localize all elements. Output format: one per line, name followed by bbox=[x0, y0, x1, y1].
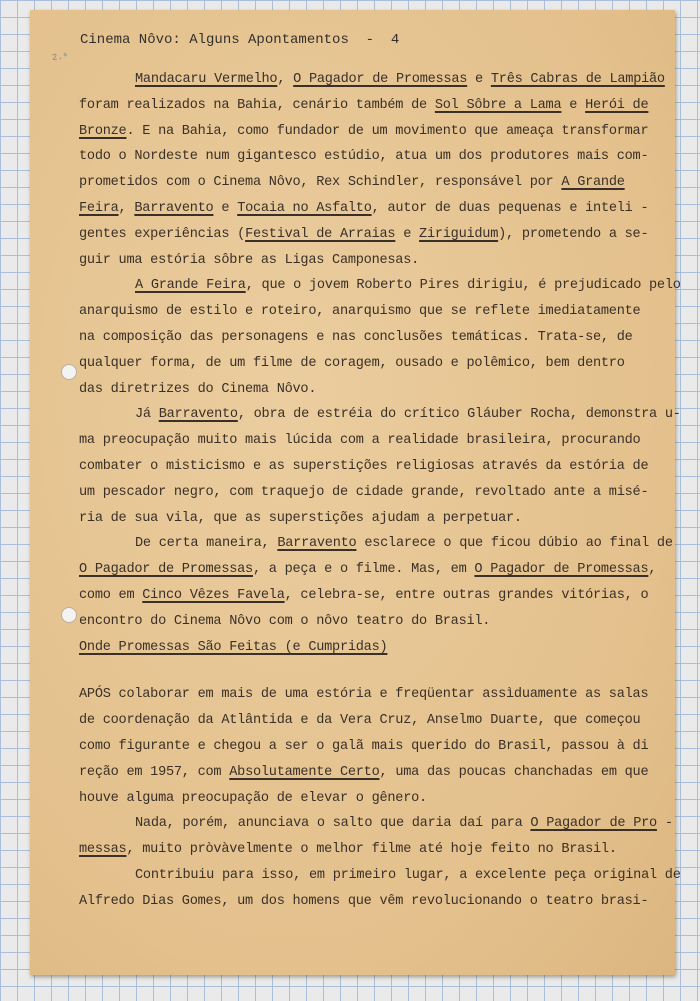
text-run: guir uma estória sôbre as Ligas Camponesas. bbox=[79, 252, 420, 268]
para1-line8 bbox=[79, 248, 649, 274]
text-run: , muito pròvàvelmente o melhor filme até hoje feito no Brasil. bbox=[126, 842, 617, 858]
para3-line1 bbox=[79, 402, 681, 428]
text-run: , a peça e o filme. Mas, em bbox=[252, 562, 475, 578]
para4-line2 bbox=[79, 557, 657, 583]
text-run: , bbox=[118, 200, 135, 216]
para2-line1 bbox=[79, 273, 681, 299]
para2-line3 bbox=[79, 325, 649, 351]
para5-line5 bbox=[79, 786, 649, 812]
page-body bbox=[79, 67, 681, 915]
text-run: um pescador negro, com traquejo de cidade grande, revoltado ante a misé- bbox=[79, 484, 649, 500]
text-run: Nada, porém, anunciava o salto que daria daí para bbox=[135, 816, 531, 832]
underlined-title: Ziriguidum bbox=[419, 226, 499, 242]
underlined-title: Barravento bbox=[277, 536, 357, 552]
para1-line5 bbox=[79, 170, 649, 196]
text-run: prometidos com o Cinema Nôvo, Rex Schindler, responsável por bbox=[79, 175, 562, 191]
punch-hole-lower bbox=[61, 607, 77, 623]
text-run: e bbox=[561, 97, 586, 113]
typewritten-page bbox=[30, 10, 681, 975]
underlined-title: Três Cabras de Lampião bbox=[490, 72, 665, 87]
text-run: foram realizados na Bahia, cenário também de bbox=[79, 97, 435, 113]
text-run: , celebra-se, entre outras grandes vitórias, o bbox=[284, 587, 649, 603]
text-run: APÓS colaborar em mais de uma estória e freqüentar assìduamente as salas bbox=[79, 687, 649, 703]
underlined-title: Barravento bbox=[158, 407, 238, 423]
text-run: e bbox=[213, 200, 238, 216]
para5-line3 bbox=[79, 734, 649, 760]
para2-line4 bbox=[79, 351, 649, 377]
para4-line3 bbox=[79, 583, 649, 609]
underlined-title: Barravento bbox=[134, 200, 214, 216]
text-run: - bbox=[656, 816, 673, 832]
para3-line2 bbox=[79, 428, 649, 454]
para4-line4 bbox=[79, 609, 649, 635]
text-run: encontro do Cinema Nôvo com o nôvo teatro do Brasil. bbox=[79, 613, 491, 629]
underlined-title: Absolutamente Certo bbox=[229, 764, 380, 780]
para2-line2 bbox=[79, 299, 649, 325]
text-run: . E na Bahia, como fundador de um movimento que ameaça transformar bbox=[126, 123, 649, 139]
underlined-title: Festival de Arraias bbox=[245, 226, 396, 242]
para3-line5 bbox=[79, 506, 649, 532]
underlined-title: O Pagador de Pro bbox=[530, 816, 657, 832]
text-run: na composição das personagens e nas conclusões temáticas. Trata-se, de bbox=[79, 329, 633, 345]
para7-line1 bbox=[79, 863, 681, 889]
para6-line1 bbox=[79, 811, 673, 837]
para4-line1 bbox=[79, 531, 673, 557]
text-run: e bbox=[395, 226, 420, 242]
underlined-title: Feira bbox=[79, 200, 119, 216]
text-run: como figurante e chegou a ser o galã mais querido do Brasil, passou à di bbox=[79, 738, 649, 754]
para6-line2 bbox=[79, 837, 649, 863]
para1-line4 bbox=[79, 144, 649, 170]
text-run: anarquismo de estilo e roteiro, anarquismo que se reflete imediatamente bbox=[79, 304, 641, 320]
page-header: Cinema Nôvo: Alguns Apontamentos - 4 bbox=[80, 32, 400, 48]
text-run: e bbox=[467, 72, 491, 87]
underlined-title: Onde Promessas São Feitas (e Cumpridas) bbox=[79, 639, 388, 655]
underlined-title: A Grande Feira bbox=[135, 278, 246, 294]
punch-hole-upper bbox=[61, 364, 77, 380]
para1-line6 bbox=[79, 196, 649, 222]
text-run: das diretrizes do Cinema Nôvo. bbox=[79, 381, 317, 397]
underlined-title: messas bbox=[79, 842, 127, 858]
para2-line5 bbox=[79, 377, 649, 403]
para3-line3 bbox=[79, 454, 649, 480]
underlined-title: Sol Sôbre a Lama bbox=[434, 97, 562, 113]
underlined-title: Bronze bbox=[79, 123, 127, 139]
text-run: Contribuiu para isso, em primeiro lugar, a excelente peça original de bbox=[135, 867, 681, 883]
text-run: gentes experiências ( bbox=[79, 226, 246, 242]
underlined-title: O Pagador de Promessas bbox=[79, 562, 253, 578]
para1-line7 bbox=[79, 222, 649, 248]
text-run: , bbox=[277, 72, 294, 87]
para5-line4 bbox=[79, 760, 649, 786]
para1-line2 bbox=[79, 93, 649, 119]
underlined-title: A Grande bbox=[561, 175, 625, 191]
gap bbox=[79, 660, 649, 682]
text-run: De certa maneira, bbox=[135, 536, 278, 552]
underlined-title: Mandacaru Vermelho bbox=[135, 72, 278, 87]
text-run: reção em 1957, com bbox=[79, 764, 230, 780]
text-run: ma preocupação muito mais lúcida com a realidade brasileira, procurando bbox=[79, 433, 641, 449]
para3-line4 bbox=[79, 480, 649, 506]
section-heading bbox=[79, 635, 649, 661]
para1-line1 bbox=[79, 67, 665, 93]
text-run: como em bbox=[79, 587, 143, 603]
text-run: de coordenação da Atlântida e da Vera Cruz, Anselmo Duarte, que começou bbox=[79, 713, 641, 729]
pencil-mark: 2.ᵃ bbox=[51, 50, 69, 64]
text-run: combater o misticismo e as superstições religiosas através da estória de bbox=[79, 458, 649, 474]
text-run: qualquer forma, de um filme de coragem, ousado e polêmico, bem dentro bbox=[79, 355, 625, 371]
text-run: ), prometendo a se- bbox=[498, 226, 649, 242]
text-run: houve alguma preocupação de elevar o gênero. bbox=[79, 790, 427, 806]
text-run: , autor de duas pequenas e inteli - bbox=[371, 200, 649, 216]
text-run: Já bbox=[135, 407, 159, 423]
text-run: , obra de estréia do crítico Gláuber Rocha, demonstra u- bbox=[237, 407, 681, 423]
underlined-title: O Pagador de Promessas bbox=[293, 72, 468, 87]
text-run: , bbox=[648, 562, 657, 578]
para1-line3 bbox=[79, 119, 649, 145]
text-run: esclarece o que ficou dúbio ao final de bbox=[356, 536, 673, 552]
underlined-title: Cinco Vêzes Favela bbox=[142, 587, 285, 603]
para7-line2 bbox=[79, 889, 649, 915]
text-run: , que o jovem Roberto Pires dirigiu, é prejudicado pelo bbox=[245, 278, 681, 294]
para5-line1 bbox=[79, 682, 649, 708]
underlined-title: Herói de bbox=[585, 97, 649, 113]
text-run: todo o Nordeste num gigantesco estúdio, atua um dos produtores mais com- bbox=[79, 149, 649, 165]
text-run: , uma das poucas chanchadas em que bbox=[379, 764, 649, 780]
text-run: Alfredo Dias Gomes, um dos homens que vêm revolucionando o teatro brasi- bbox=[79, 893, 649, 909]
underlined-title: O Pagador de Promessas bbox=[474, 562, 649, 578]
underlined-title: Tocaia no Asfalto bbox=[237, 200, 372, 216]
text-run: ria de sua vila, que as superstições ajudam a perpetuar. bbox=[79, 510, 522, 526]
para5-line2 bbox=[79, 708, 649, 734]
